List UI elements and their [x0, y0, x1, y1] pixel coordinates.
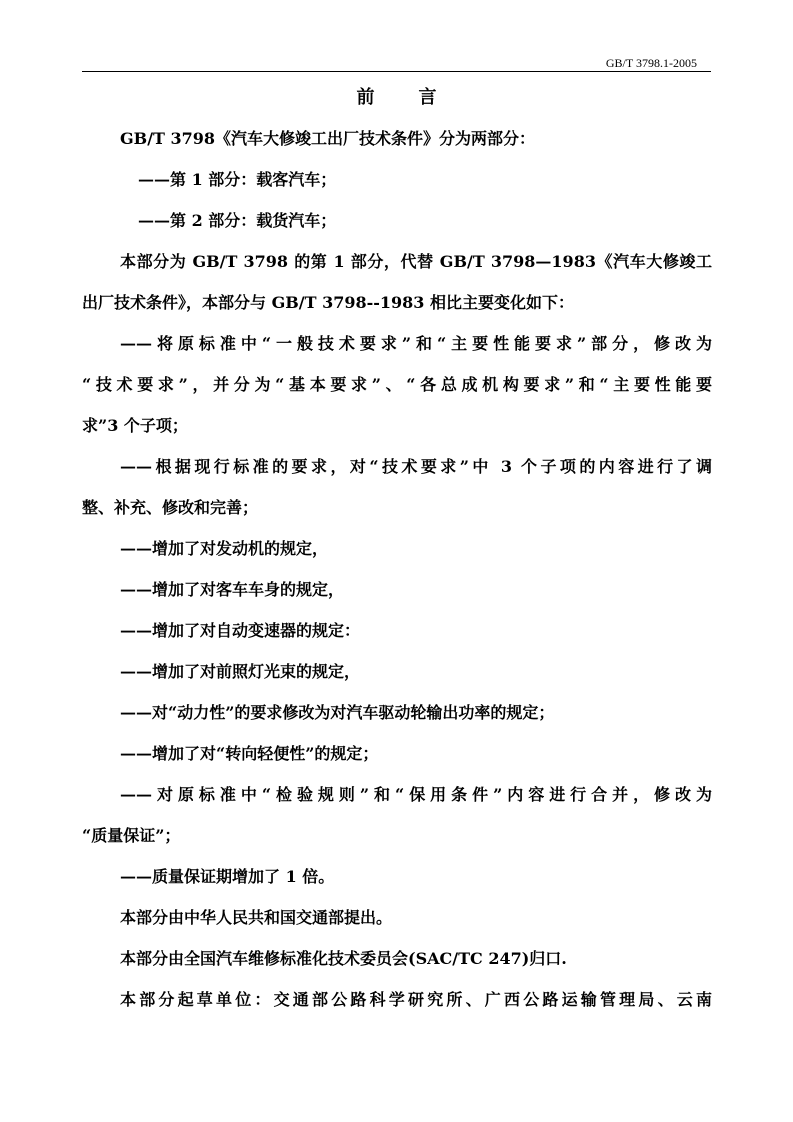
title-char-1: 前	[356, 87, 375, 108]
paragraph-line: “技术要求”，并分为“基本要求”、“各总成机构要求”和“主要性能要	[82, 375, 712, 394]
paragraph-line: 整、补充、修改和完善；	[82, 498, 259, 517]
standard-code: GB/T 3798.1-2005	[605, 56, 697, 70]
list-item: ——第 2 部分：载货汽车；	[138, 211, 337, 230]
list-item: ——增加了对发动机的规定，	[120, 539, 329, 558]
title-char-2: 言	[418, 87, 437, 108]
paragraph-line: 本部分为 GB/T 3798 的第 1 部分，代替 GB/T 3798—1983《汽车大修竣工	[120, 252, 712, 271]
paragraph-line: 本部分由中华人民共和国交通部提出。	[120, 908, 393, 927]
list-item: ——对“动力性”的要求修改为对汽车驱动轮输出功率的规定；	[120, 703, 555, 722]
list-item: ——将原标准中“一般技术要求”和“主要性能要求”部分，修改为	[120, 334, 712, 353]
paragraph-line: “质量保证”；	[82, 826, 181, 845]
paragraph-line: 本部分由全国汽车维修标准化技术委员会(SAC/TC 247)归口.	[120, 949, 567, 968]
page-title	[82, 86, 711, 110]
foreword-body	[82, 118, 712, 1020]
list-item: ——增加了对客车车身的规定，	[120, 580, 345, 599]
paragraph-line: GB/T 3798《汽车大修竣工出厂技术条件》分为两部分：	[120, 129, 536, 148]
list-item: ——增加了对前照灯光束的规定，	[120, 662, 361, 681]
list-item: ——对原标准中“检验规则”和“保用条件”内容进行合并，修改为	[120, 785, 712, 804]
list-item: ——第 1 部分：载客汽车；	[138, 170, 337, 189]
list-item: ——根据现行标准的要求，对“技术要求”中 3 个子项的内容进行了调	[120, 457, 712, 476]
list-item: ——增加了对“转向轻便性”的规定；	[120, 744, 379, 763]
paragraph-line: 本部分起草单位：交通部公路科学研究所、广西公路运输管理局、云南	[120, 990, 712, 1009]
paragraph-line: 出厂技术条件》，本部分与 GB/T 3798--1983 相比主要变化如下：	[82, 293, 574, 312]
list-item: ——质量保证期增加了 1 倍。	[120, 867, 335, 886]
list-item: ——增加了对自动变速器的规定：	[120, 621, 361, 640]
paragraph-line: 求”3 个子项；	[82, 416, 188, 435]
header-rule	[82, 71, 711, 72]
